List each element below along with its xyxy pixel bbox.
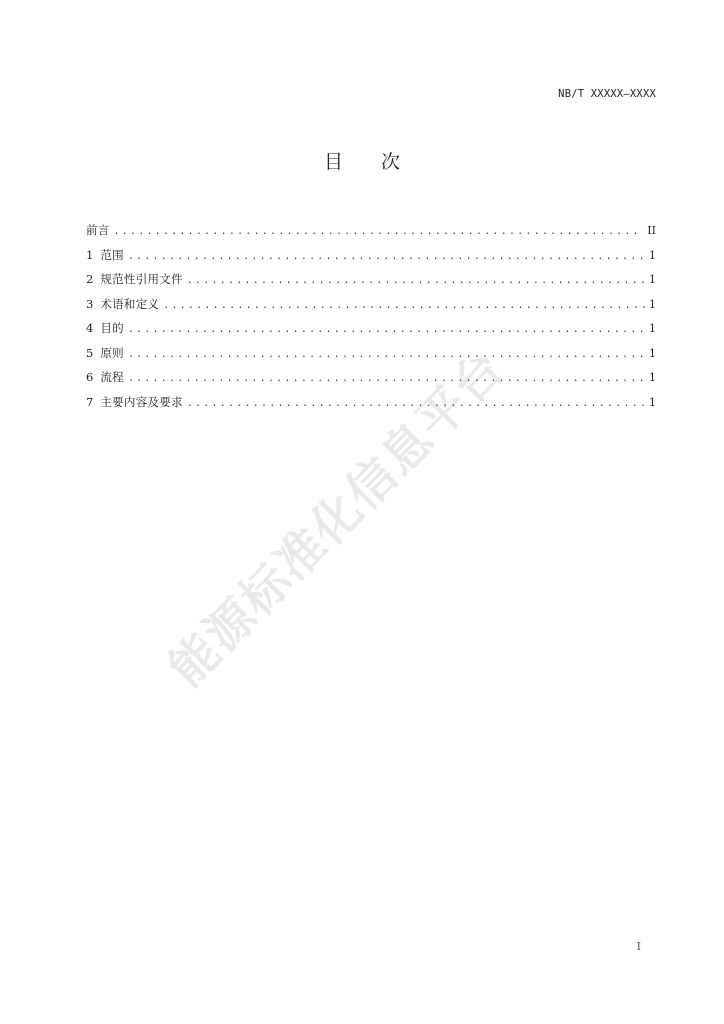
toc-entry-page: 1 — [649, 322, 656, 335]
toc-entry-label: 前言 — [86, 223, 110, 237]
toc-title-left: 目 — [323, 151, 343, 173]
toc-entry-number: 1 — [86, 247, 94, 262]
toc-leader-dots — [187, 275, 645, 286]
toc-entry-number: 2 — [86, 272, 94, 286]
toc-entry-number: 7 — [86, 394, 94, 409]
document-code: NB/T XXXXX—XXXX — [558, 88, 656, 100]
toc-title-right: 次 — [381, 151, 401, 173]
toc-entry-label: 目的 — [100, 321, 124, 335]
toc-leader-dots — [163, 300, 645, 311]
toc-entry-number: 3 — [86, 296, 94, 311]
toc-entry-label: 规范性引用文件 — [100, 272, 183, 286]
toc-title — [0, 147, 724, 174]
toc-entry-page: II — [647, 224, 656, 237]
watermark: 能源标准化信息平台 — [158, 339, 517, 698]
toc-leader-dots — [128, 251, 645, 262]
toc-entry-page: 1 — [649, 346, 656, 360]
toc-entry-label: 原则 — [100, 345, 124, 360]
toc-entry-principles[interactable] — [86, 345, 656, 370]
toc-entry-page: 1 — [649, 248, 656, 262]
toc-entry-purpose[interactable] — [86, 320, 656, 345]
toc-entry-normative-references[interactable] — [86, 271, 656, 296]
toc-entry-page: 1 — [649, 273, 656, 286]
toc-entry-number: 5 — [86, 345, 94, 360]
toc-entry-label: 主要内容及要求 — [100, 394, 183, 409]
toc-leader-dots — [128, 373, 645, 384]
toc-entry-terms-definitions[interactable] — [86, 296, 656, 321]
toc-entry-page: 1 — [649, 371, 656, 384]
toc-entry-number: 6 — [86, 370, 94, 384]
toc-entry-scope[interactable] — [86, 247, 656, 272]
toc-leader-dots — [128, 324, 645, 335]
toc-entry-foreword[interactable] — [86, 222, 656, 247]
toc-entry-page: 1 — [649, 395, 656, 409]
toc-entry-main-content-requirements[interactable] — [86, 394, 656, 419]
toc-leader-dots — [187, 398, 645, 409]
toc-entry-label: 范围 — [100, 247, 124, 262]
page-number: I — [636, 940, 641, 953]
toc-entry-process[interactable] — [86, 369, 656, 394]
toc-entry-label: 术语和定义 — [100, 296, 160, 311]
toc-entry-label: 流程 — [100, 370, 124, 384]
toc-entry-number: 4 — [86, 321, 94, 335]
toc-list — [86, 222, 656, 418]
toc-leader-dots — [114, 226, 644, 237]
toc-leader-dots — [128, 349, 645, 360]
toc-entry-page: 1 — [649, 297, 656, 311]
